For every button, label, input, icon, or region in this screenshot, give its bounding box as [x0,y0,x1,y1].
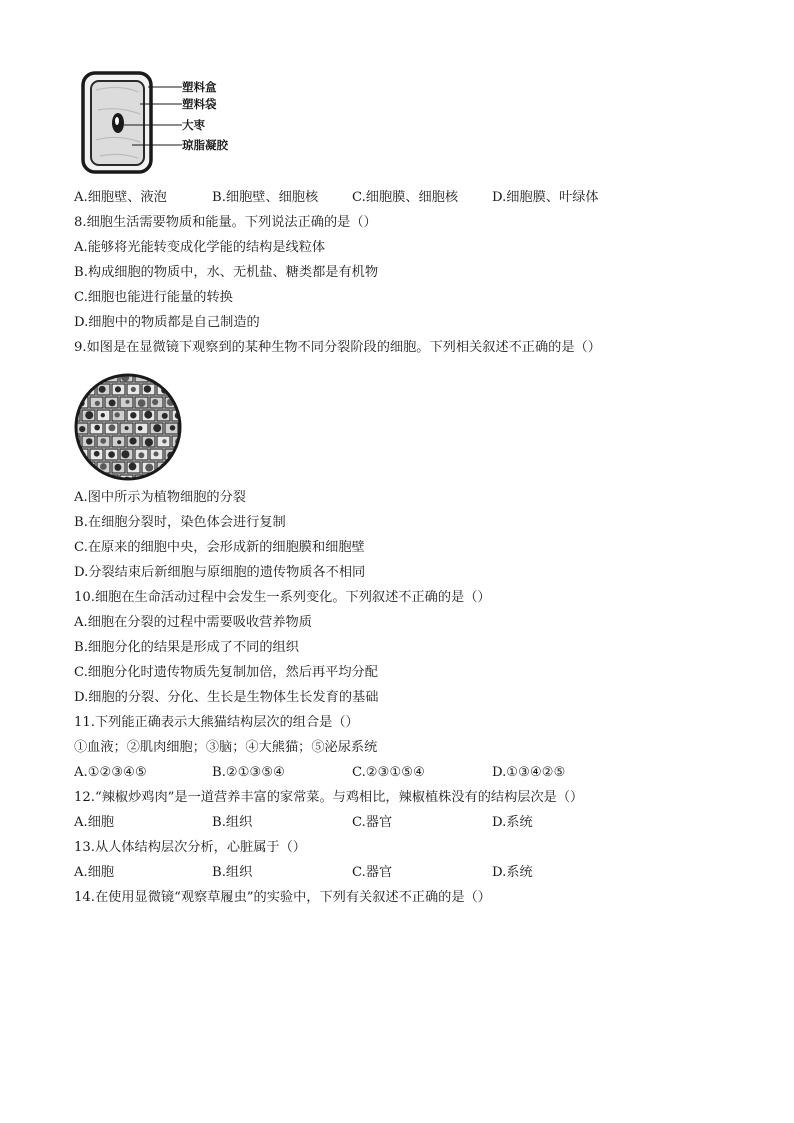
cell-model-figure [80,70,250,175]
q13-option-c: C.器官 [352,865,393,880]
microscope-nucleus [108,478,114,481]
q9-stem: 9.如图是在显微镜下观察到的某种生物不同分裂阶段的细胞。下列相关叙述不正确的是（） [74,340,601,355]
q8-option-a: A.能够将光能转变成化学能的结构是线粒体 [74,240,326,255]
q8-option-c: C.细胞也能进行能量的转换 [74,290,233,305]
microscope-nucleus [115,386,121,392]
microscope-cell [172,384,182,395]
microscope-nucleus [115,412,120,417]
microscope-nucleus [153,424,161,432]
microscope-cell [165,373,178,382]
q12-option-a: A.细胞 [74,815,115,830]
q7-option-d: D.细胞膜、叶绿体 [492,190,599,205]
microscope-cell [74,384,80,395]
microscope-view-figure [74,373,182,481]
q11-option-a: A.①②③④⑤ [74,765,147,780]
microscope-nucleus [101,413,105,417]
microscope-nucleus [100,463,107,470]
q10-option-a: A.细胞在分裂的过程中需要吸收营养物质 [74,615,312,630]
microscope-nucleus [74,413,75,417]
microscope-nucleus [138,426,143,431]
q11-stem: 11.下列能正确表示大熊猫结构层次的组合是（） [74,715,359,730]
microscope-nucleus [99,386,106,393]
microscope-nucleus [108,451,115,458]
microscope-nucleus [93,477,98,481]
label-plastic-box: 塑料盒 [182,80,217,94]
microscope-cell [90,373,103,382]
microscope-view-drawing [74,373,182,481]
microscope-nucleus [85,411,93,419]
microscope-nucleus [153,451,158,456]
microscope-nucleus [144,385,151,392]
q12-option-b: B.组织 [212,815,253,830]
microscope-nucleus [108,424,115,431]
microscope-nucleus [94,451,100,457]
microscope-cell [180,373,182,382]
q12-option-c: C.器官 [352,815,393,830]
microscope-nucleus [87,465,91,469]
microscope-nucleus [86,438,92,444]
q13-option-a: A.细胞 [74,865,115,880]
microscope-nucleus [131,387,136,392]
microscope-cell [90,475,103,481]
microscope-nucleus [77,374,84,381]
microscope-nucleus [117,440,121,444]
microscope-nucleus [95,375,99,379]
q13-stem: 13.从人体结构层次分析，心脏属于（） [74,840,306,855]
microscope-nucleus [138,452,144,458]
q9-option-c: C.在原来的细胞中央，会形成新的细胞膜和细胞壁 [74,540,365,555]
microscope-nucleus [162,413,168,419]
microscope-cell [172,462,182,473]
microscope-nucleus [145,438,153,446]
q9-option-b: B.在细胞分裂时，染色体会进行复制 [74,515,286,530]
microscope-cell [180,397,182,408]
microscope-nucleus [170,425,176,431]
q13-option-b: B.组织 [212,865,253,880]
microscope-nucleus [155,477,161,481]
microscope-nucleus [138,399,146,407]
microscope-nucleus [152,373,160,380]
microscope-nucleus [109,399,116,406]
microscope-cell [74,462,80,473]
q13-option-d: D.系统 [492,865,533,880]
microscope-nucleus [130,412,136,418]
microscope-nucleus [152,399,158,405]
microscope-nucleus [144,411,152,419]
q7-option-c: C.细胞膜、细胞核 [352,190,459,205]
microscope-nucleus [78,478,82,481]
microscope-nucleus [178,465,182,470]
microscope-nucleus [125,400,129,404]
microscope-nucleus [145,464,153,472]
microscope-nucleus [129,463,137,471]
q11-option-c: C.②③①⑤④ [352,765,425,780]
q14-stem: 14.在使用显微镜“观察草履虫”的实验中，下列有关叙述不正确的是（） [74,890,491,905]
label-jujube: 大枣 [182,118,205,132]
microscope-cell [150,475,163,481]
microscope-nucleus [74,439,76,444]
q10-option-d: D.细胞的分裂、分化、生长是生物体生长发育的基础 [74,690,379,705]
microscope-nucleus [169,374,174,379]
q10-option-b: B.细胞分化的结果是形成了不同的组织 [74,640,299,655]
q11-option-d: D.①③④②⑤ [492,765,566,780]
microscope-nucleus [170,478,175,481]
microscope-nucleus [74,464,76,471]
microscope-cell [180,475,182,481]
microscope-nucleus [79,426,85,432]
microscope-cell [180,449,182,460]
q12-stem: 12.“辣椒炒鸡肉”是一道营养丰富的家常菜。与鸡相比，辣椒植株没有的结构层次是（） [74,790,584,805]
q8-option-b: B.构成细胞的物质中，水、无机盐、糖类都是有机物 [74,265,379,280]
q11-items: ①血液；②肌肉细胞；③脑；④大熊猫；⑤泌尿系统 [74,740,378,755]
microscope-cell [165,475,178,481]
q8-stem: 8.细胞生活需要物质和能量。下列说法正确的是（） [74,215,377,230]
microscope-nucleus [129,437,136,444]
cell-model-drawing [80,70,250,175]
q9-option-a: A.图中所示为植物细胞的分裂 [74,490,246,505]
microscope-nucleus [94,425,100,431]
microscope-cell [75,373,88,382]
q10-option-c: C.细胞分化时遗传物质先复制加倍，然后再平均分配 [74,665,378,680]
q12-option-d: D.系统 [492,815,533,830]
microscope-nucleus [114,464,121,471]
q9-option-d: D.分裂结束后新细胞与原细胞的遗传物质各不相同 [74,565,366,580]
microscope-nucleus [162,439,166,443]
q11-option-b: B.②①③⑤④ [212,765,285,780]
microscope-nucleus [74,386,77,393]
q7-option-a: A.细胞壁、液泡 [74,190,167,205]
label-plastic-bag: 塑料袋 [182,97,217,111]
microscope-nucleus [100,438,106,444]
microscope-nucleus [174,386,180,392]
q7-option-b: B.细胞壁、细胞核 [212,190,319,205]
microscope-nucleus [121,450,129,458]
microscope-nucleus [95,401,100,406]
microscope-nucleus [125,426,129,430]
q8-option-d: D.细胞中的物质都是自己制造的 [74,315,260,330]
microscope-cell [75,475,88,481]
label-agar-gel: 琼脂凝胶 [182,138,228,152]
q10-stem: 10.细胞在生命活动过程中会发生一系列变化。下列叙述不正确的是（） [74,590,491,605]
